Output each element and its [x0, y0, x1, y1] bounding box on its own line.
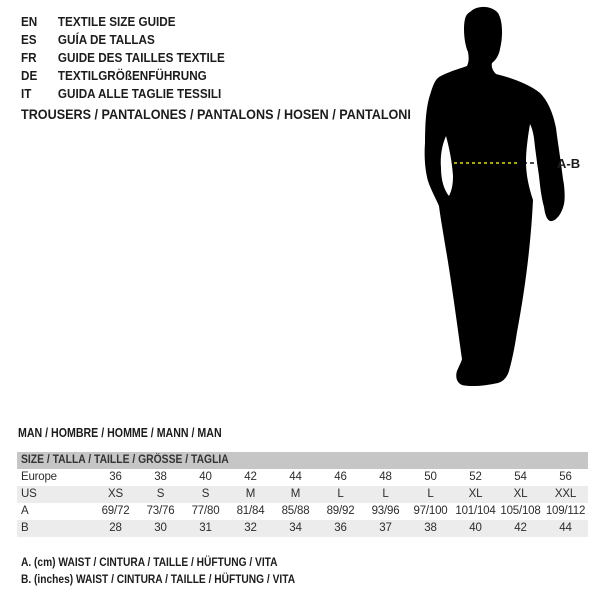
table-title: MAN / HOMBRE / HOMME / MANN / MAN: [18, 426, 222, 440]
language-title-block: [21, 13, 247, 103]
lang-label: TEXTILGRÖßENFÜHRUNG: [57, 68, 207, 83]
man-silhouette-figure: [410, 0, 600, 400]
lang-label: TEXTILE SIZE GUIDE: [57, 14, 176, 29]
lang-label: GUÍA DE TALLAS: [57, 32, 155, 47]
lang-label: GUIDA ALLE TAGLIE TESSILI: [57, 86, 222, 101]
table-row-b-inches: B 28 30 31 32 34 36 37 38 40 42 44: [17, 520, 588, 537]
size-table: [17, 452, 588, 537]
table-row-a-cm: A 69/72 73/76 77/80 81/84 85/88 89/92 93/96 97/100 101/104 105/108 109/112: [21, 505, 586, 517]
category-heading: TROUSERS / PANTALONES / PANTALONS / HOSEN / PANTALONI: [21, 106, 411, 122]
table-row-us: US XS S S M M L L L XL XL XXL: [17, 486, 588, 503]
lang-code: DE: [21, 68, 38, 83]
note-a: A. (cm) WAIST / CINTURA / TAILLE / HÜFTUNG / VITA: [21, 555, 278, 569]
note-b: B. (inches) WAIST / CINTURA / TAILLE / HÜFTUNG / VITA: [21, 572, 296, 586]
lang-code: FR: [21, 50, 37, 65]
lang-label: GUIDE DES TAILLES TEXTILE: [57, 50, 225, 65]
lang-code: ES: [21, 32, 37, 47]
lang-code: EN: [21, 14, 38, 29]
lang-code: IT: [21, 86, 32, 101]
table-row-europe: Europe 36 38 40 42 44 46 48 50 52 54 56: [21, 471, 572, 483]
measurement-notes: [21, 554, 343, 588]
man-silhouette: [425, 7, 565, 386]
size-table-header-bar: SIZE / TALLA / TAILLE / GRÖSSE / TAGLIA: [17, 452, 588, 469]
waist-marker-label: A-B: [557, 156, 581, 171]
